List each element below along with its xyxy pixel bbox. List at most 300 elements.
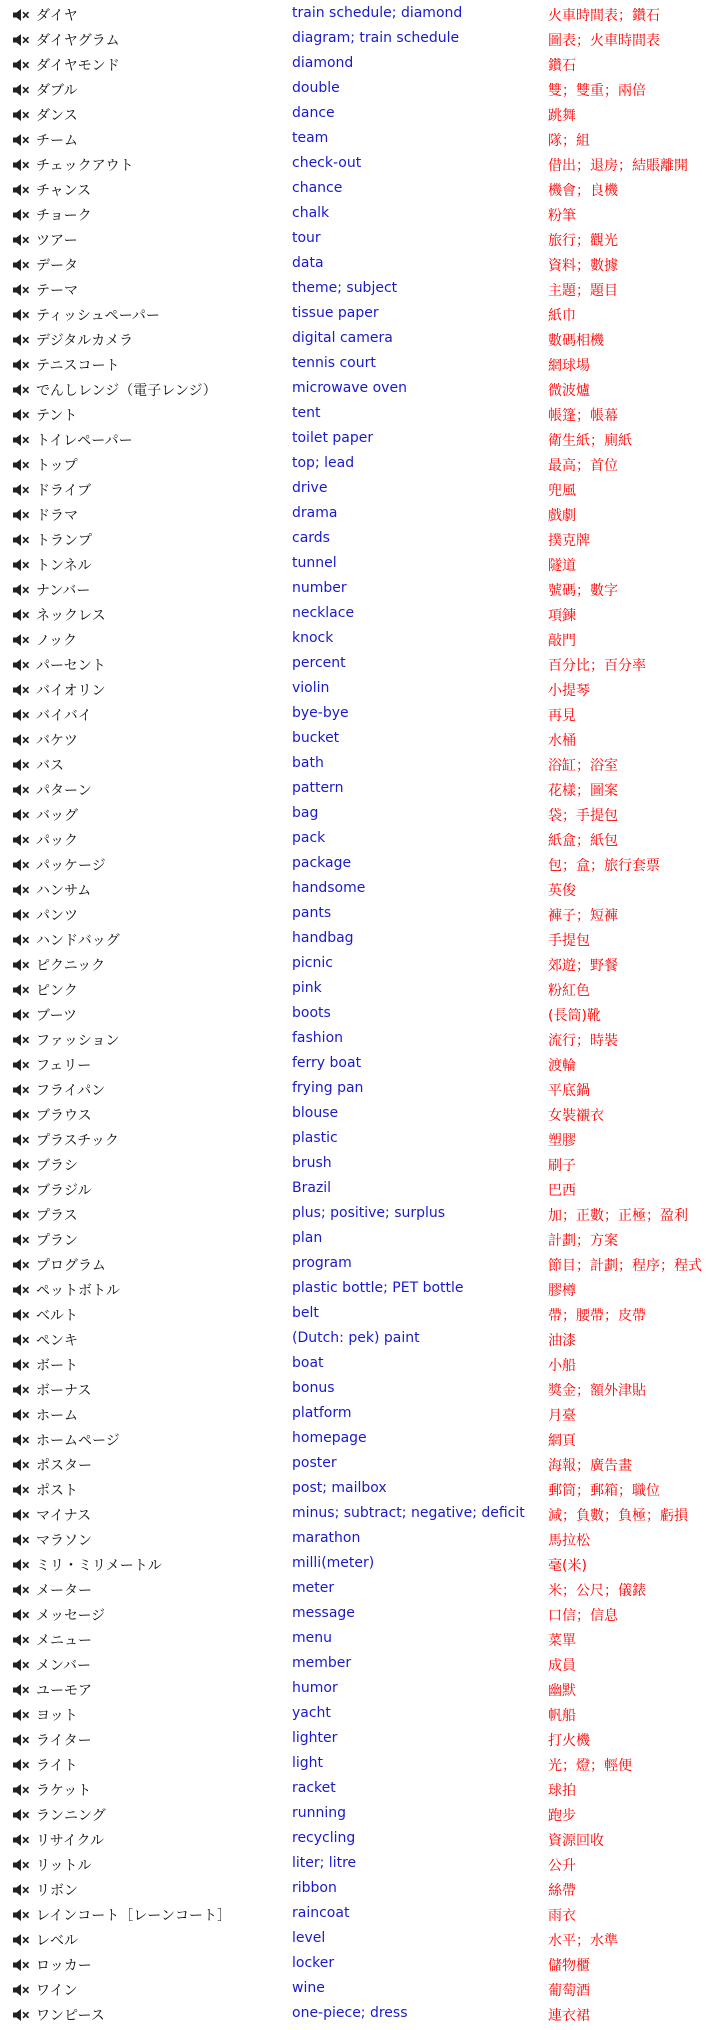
- speaker-icon[interactable]: [12, 1658, 30, 1672]
- english-meaning: number: [292, 580, 347, 596]
- speaker-icon[interactable]: [12, 883, 30, 897]
- vocab-row: [0, 952, 720, 977]
- chinese-meaning: 減；負數；負極；虧損: [548, 1508, 688, 1524]
- english-meaning: program: [292, 1255, 352, 1271]
- english-meaning: belt: [292, 1305, 319, 1321]
- vocab-row: [0, 1852, 720, 1877]
- vocab-row: [0, 1327, 720, 1352]
- vocab-row: [0, 1627, 720, 1652]
- english-meaning: plastic bottle; PET bottle: [292, 1280, 464, 1296]
- japanese-word: ツアー: [36, 233, 78, 249]
- vocab-row: [0, 1427, 720, 1452]
- chinese-meaning: 項鍊: [548, 608, 576, 624]
- vocab-row: [0, 1577, 720, 1602]
- english-meaning: dance: [292, 105, 335, 121]
- english-meaning: racket: [292, 1780, 336, 1796]
- speaker-icon[interactable]: [12, 183, 30, 197]
- speaker-icon[interactable]: [12, 1808, 30, 1822]
- vocab-row: [0, 1377, 720, 1402]
- vocab-row: [0, 1402, 720, 1427]
- speaker-icon[interactable]: [12, 1183, 30, 1197]
- chinese-meaning: 雨衣: [548, 1908, 576, 1924]
- speaker-icon[interactable]: [12, 1033, 30, 1047]
- chinese-meaning: 郵筒；郵箱；職位: [548, 1483, 660, 1499]
- vocab-row: [0, 1902, 720, 1927]
- english-meaning: humor: [292, 1680, 338, 1696]
- speaker-icon[interactable]: [12, 208, 30, 222]
- speaker-icon[interactable]: [12, 1683, 30, 1697]
- chinese-meaning: 火車時間表；鑽石: [548, 8, 660, 24]
- chinese-meaning: 光；燈；輕便: [548, 1758, 632, 1774]
- speaker-icon[interactable]: [12, 958, 30, 972]
- speaker-icon[interactable]: [12, 533, 30, 547]
- japanese-word: ユーモア: [36, 1683, 92, 1699]
- english-meaning: liter; litre: [292, 1855, 357, 1871]
- japanese-word: ハンサム: [36, 883, 92, 899]
- speaker-icon[interactable]: [12, 608, 30, 622]
- japanese-word: メッセージ: [36, 1608, 106, 1624]
- english-meaning: bye-bye: [292, 705, 349, 721]
- vocab-row: [0, 702, 720, 727]
- speaker-icon[interactable]: [12, 1583, 30, 1597]
- vocab-row: [0, 227, 720, 252]
- japanese-word: フライパン: [36, 1083, 106, 1099]
- japanese-word: テーマ: [36, 283, 78, 299]
- chinese-meaning: 資料；數據: [548, 258, 618, 274]
- speaker-icon[interactable]: [12, 733, 30, 747]
- japanese-word: メンバー: [36, 1658, 92, 1674]
- vocab-row: [0, 27, 720, 52]
- speaker-icon[interactable]: [12, 1958, 30, 1972]
- japanese-word: ブーツ: [36, 1008, 78, 1024]
- japanese-word: メーター: [36, 1583, 92, 1599]
- chinese-meaning: 兜風: [548, 483, 576, 499]
- vocab-row: [0, 1777, 720, 1802]
- vocab-row: [0, 152, 720, 177]
- english-meaning: chance: [292, 180, 343, 196]
- chinese-meaning: 旅行；觀光: [548, 233, 618, 249]
- vocab-row: [0, 352, 720, 377]
- speaker-icon[interactable]: [12, 1008, 30, 1022]
- speaker-icon[interactable]: [12, 1358, 30, 1372]
- chinese-meaning: 加；正數；正極；盈利: [548, 1208, 688, 1224]
- speaker-icon[interactable]: [12, 633, 30, 647]
- chinese-meaning: 圖表；火車時間表: [548, 33, 660, 49]
- speaker-icon[interactable]: [12, 908, 30, 922]
- speaker-icon[interactable]: [12, 858, 30, 872]
- chinese-meaning: 借出；退房；結賬離開: [548, 158, 688, 174]
- chinese-meaning: 葡萄酒: [548, 1983, 590, 1999]
- vocab-row: [0, 1277, 720, 1302]
- speaker-icon[interactable]: [12, 833, 30, 847]
- vocab-row: [0, 1802, 720, 1827]
- chinese-meaning: 跑步: [548, 1808, 576, 1824]
- vocab-row: [0, 1227, 720, 1252]
- chinese-meaning: 網球場: [548, 358, 590, 374]
- vocab-row: [0, 1152, 720, 1177]
- japanese-word: マイナス: [36, 1508, 92, 1524]
- chinese-meaning: 撲克牌: [548, 533, 590, 549]
- vocab-row: [0, 1027, 720, 1052]
- japanese-word: ピクニック: [36, 958, 106, 974]
- chinese-meaning: 再見: [548, 708, 576, 724]
- vocab-row: [0, 502, 720, 527]
- japanese-word: トンネル: [36, 558, 92, 574]
- speaker-icon[interactable]: [12, 933, 30, 947]
- vocab-row: [0, 1302, 720, 1327]
- english-meaning: handbag: [292, 930, 354, 946]
- japanese-word: レベル: [36, 1933, 78, 1949]
- chinese-meaning: 網頁: [548, 1433, 576, 1449]
- english-meaning: tunnel: [292, 555, 337, 571]
- english-meaning: pattern: [292, 780, 344, 796]
- chinese-meaning: 毫(米): [548, 1558, 587, 1574]
- speaker-icon[interactable]: [12, 433, 30, 447]
- vocab-row: [0, 1952, 720, 1977]
- chinese-meaning: 機會；良機: [548, 183, 618, 199]
- japanese-word: ナンバー: [36, 583, 91, 599]
- speaker-icon[interactable]: [12, 558, 30, 572]
- vocab-row: [0, 477, 720, 502]
- speaker-icon[interactable]: [12, 1108, 30, 1122]
- vocab-row: [0, 1102, 720, 1127]
- vocab-row: [0, 77, 720, 102]
- chinese-meaning: 隊；組: [548, 133, 590, 149]
- japanese-word: バイオリン: [36, 683, 106, 699]
- english-meaning: violin: [292, 680, 330, 696]
- chinese-meaning: 成員: [548, 1658, 576, 1674]
- speaker-icon[interactable]: [12, 1308, 30, 1322]
- english-meaning: pants: [292, 905, 332, 921]
- english-meaning: message: [292, 1605, 355, 1621]
- vocab-row: [0, 2002, 720, 2027]
- vocab-row: [0, 52, 720, 77]
- chinese-meaning: 馬拉松: [548, 1533, 590, 1549]
- english-meaning: recycling: [292, 1830, 356, 1846]
- speaker-icon[interactable]: [12, 1258, 30, 1272]
- japanese-word: チョーク: [36, 208, 92, 224]
- english-meaning: microwave oven: [292, 380, 407, 396]
- vocab-row: [0, 727, 720, 752]
- japanese-word: ダブル: [36, 83, 78, 99]
- speaker-icon[interactable]: [12, 408, 30, 422]
- speaker-icon[interactable]: [12, 1933, 30, 1947]
- chinese-meaning: 紙盒；紙包: [548, 833, 618, 849]
- english-meaning: level: [292, 1930, 326, 1946]
- speaker-icon[interactable]: [12, 8, 30, 22]
- chinese-meaning: 袋；手提包: [548, 808, 618, 824]
- speaker-icon[interactable]: [12, 1633, 30, 1647]
- speaker-icon[interactable]: [12, 483, 30, 497]
- japanese-word: ライト: [36, 1758, 78, 1774]
- vocab-row: [0, 302, 720, 327]
- english-meaning: theme; subject: [292, 280, 398, 296]
- japanese-word: プラスチック: [36, 1133, 119, 1149]
- vocab-row: [0, 577, 720, 602]
- japanese-word: バス: [36, 758, 64, 774]
- speaker-icon[interactable]: [12, 683, 30, 697]
- english-meaning: drive: [292, 480, 328, 496]
- speaker-icon[interactable]: [12, 983, 30, 997]
- chinese-meaning: 微波爐: [548, 383, 590, 399]
- english-meaning: digital camera: [292, 330, 393, 346]
- chinese-meaning: 米；公尺；儀錶: [548, 1583, 646, 1599]
- speaker-icon[interactable]: [12, 233, 30, 247]
- vocab-row: [0, 802, 720, 827]
- japanese-word: でんしレンジ（電子レンジ）: [36, 383, 217, 399]
- english-meaning: boat: [292, 1355, 324, 1371]
- japanese-word: ダイヤ: [36, 8, 78, 24]
- english-meaning: frying pan: [292, 1080, 364, 1096]
- speaker-icon[interactable]: [12, 1208, 30, 1222]
- japanese-word: ダンス: [36, 108, 78, 124]
- japanese-word: ボーナス: [36, 1383, 92, 1399]
- english-meaning: check-out: [292, 155, 362, 171]
- speaker-icon[interactable]: [12, 383, 30, 397]
- english-meaning: knock: [292, 630, 334, 646]
- chinese-meaning: 節目；計劃；程序；程式: [548, 1258, 702, 1274]
- speaker-icon[interactable]: [12, 1508, 30, 1522]
- speaker-icon[interactable]: [12, 1058, 30, 1072]
- english-meaning: yacht: [292, 1705, 331, 1721]
- english-meaning: top; lead: [292, 455, 355, 471]
- japanese-word: テント: [36, 408, 78, 424]
- english-meaning: member: [292, 1655, 352, 1671]
- vocab-row: [0, 377, 720, 402]
- japanese-word: ランニング: [36, 1808, 106, 1824]
- japanese-word: ベルト: [36, 1308, 78, 1324]
- chinese-meaning: 百分比；百分率: [548, 658, 646, 674]
- speaker-icon[interactable]: [12, 133, 30, 147]
- chinese-meaning: 戲劇: [548, 508, 576, 524]
- english-meaning: (Dutch: pek) paint: [292, 1330, 420, 1346]
- speaker-icon[interactable]: [12, 708, 30, 722]
- speaker-icon[interactable]: [12, 1458, 30, 1472]
- japanese-word: ポスター: [36, 1458, 92, 1474]
- chinese-meaning: 幽默: [548, 1683, 576, 1699]
- japanese-word: ダイヤモンド: [36, 58, 120, 74]
- speaker-icon[interactable]: [12, 283, 30, 297]
- speaker-icon[interactable]: [12, 1433, 30, 1447]
- vocab-row: [0, 2, 720, 27]
- japanese-word: プラス: [36, 1208, 78, 1224]
- japanese-word: フェリー: [36, 1058, 92, 1074]
- speaker-icon[interactable]: [12, 1833, 30, 1847]
- english-meaning: double: [292, 80, 340, 96]
- english-meaning: diamond: [292, 55, 354, 71]
- speaker-icon[interactable]: [12, 108, 30, 122]
- chinese-meaning: 花樣；圖案: [548, 783, 618, 799]
- speaker-icon[interactable]: [12, 1708, 30, 1722]
- chinese-meaning: 水平；水準: [548, 1933, 618, 1949]
- chinese-meaning: 球拍: [548, 1783, 576, 1799]
- japanese-word: パーセント: [36, 658, 106, 674]
- speaker-icon[interactable]: [12, 508, 30, 522]
- chinese-meaning: 號碼；數字: [548, 583, 618, 599]
- speaker-icon[interactable]: [12, 1608, 30, 1622]
- english-meaning: train schedule; diamond: [292, 5, 463, 21]
- speaker-icon[interactable]: [12, 1733, 30, 1747]
- chinese-meaning: 女裝襯衣: [548, 1108, 604, 1124]
- vocab-row: [0, 1002, 720, 1027]
- speaker-icon[interactable]: [12, 158, 30, 172]
- vocab-row: [0, 1477, 720, 1502]
- japanese-word: ミリ・ミリメートル: [36, 1558, 162, 1574]
- speaker-icon[interactable]: [12, 1558, 30, 1572]
- chinese-meaning: 敲門: [548, 633, 576, 649]
- vocab-row: [0, 1252, 720, 1277]
- english-meaning: Brazil: [292, 1180, 332, 1196]
- japanese-word: パッケージ: [36, 858, 106, 874]
- english-meaning: picnic: [292, 955, 333, 971]
- chinese-meaning: 計劃；方案: [548, 1233, 618, 1249]
- english-meaning: handsome: [292, 880, 366, 896]
- japanese-word: デジタルカメラ: [36, 333, 134, 349]
- speaker-icon[interactable]: [12, 1758, 30, 1772]
- speaker-icon[interactable]: [12, 1283, 30, 1297]
- speaker-icon[interactable]: [12, 333, 30, 347]
- chinese-meaning: 雙；雙重；兩倍: [548, 83, 646, 99]
- speaker-icon[interactable]: [12, 2008, 30, 2022]
- speaker-icon[interactable]: [12, 583, 30, 597]
- speaker-icon[interactable]: [12, 1783, 30, 1797]
- chinese-meaning: 褲子；短褲: [548, 908, 618, 924]
- vocab-row: [0, 1552, 720, 1577]
- speaker-icon[interactable]: [12, 658, 30, 672]
- japanese-word: リボン: [36, 1883, 78, 1899]
- english-meaning: minus; subtract; negative; deficit: [292, 1505, 525, 1521]
- vocab-row: [0, 852, 720, 877]
- japanese-word: ペットボトル: [36, 1283, 120, 1299]
- speaker-icon[interactable]: [12, 808, 30, 822]
- english-meaning: poster: [292, 1455, 337, 1471]
- speaker-icon[interactable]: [12, 258, 30, 272]
- vocab-row: [0, 1877, 720, 1902]
- chinese-meaning: 小船: [548, 1358, 576, 1374]
- japanese-word: ノック: [36, 633, 78, 649]
- speaker-icon[interactable]: [12, 758, 30, 772]
- speaker-icon[interactable]: [12, 33, 30, 47]
- japanese-word: メニュー: [36, 1633, 92, 1649]
- vocab-row: [0, 1702, 720, 1727]
- chinese-meaning: 平底鍋: [548, 1083, 590, 1099]
- speaker-icon[interactable]: [12, 1133, 30, 1147]
- vocab-row: [0, 1927, 720, 1952]
- vocab-row: [0, 1452, 720, 1477]
- chinese-meaning: 小提琴: [548, 683, 590, 699]
- vocab-row: [0, 752, 720, 777]
- speaker-icon[interactable]: [12, 58, 30, 72]
- japanese-word: ネックレス: [36, 608, 106, 624]
- speaker-icon[interactable]: [12, 1858, 30, 1872]
- chinese-meaning: 帳篷；帳幕: [548, 408, 618, 424]
- speaker-icon[interactable]: [12, 83, 30, 97]
- english-meaning: brush: [292, 1155, 332, 1171]
- speaker-icon[interactable]: [12, 1333, 30, 1347]
- japanese-word: バイバイ: [36, 708, 92, 724]
- english-meaning: pink: [292, 980, 322, 996]
- english-meaning: lighter: [292, 1730, 338, 1746]
- speaker-icon[interactable]: [12, 1983, 30, 1997]
- chinese-meaning: 塑膠: [548, 1133, 576, 1149]
- chinese-meaning: 渡輪: [548, 1058, 576, 1074]
- japanese-word: ティッシュペーパー: [36, 308, 160, 324]
- japanese-word: トランプ: [36, 533, 92, 549]
- english-meaning: necklace: [292, 605, 355, 621]
- chinese-meaning: 水桶: [548, 733, 576, 749]
- chinese-meaning: 油漆: [548, 1333, 576, 1349]
- english-meaning: locker: [292, 1955, 335, 1971]
- vocab-row: [0, 627, 720, 652]
- japanese-word: ブラシ: [36, 1158, 78, 1174]
- speaker-icon[interactable]: [12, 1233, 30, 1247]
- english-meaning: homepage: [292, 1430, 367, 1446]
- english-meaning: raincoat: [292, 1905, 350, 1921]
- speaker-icon[interactable]: [12, 1483, 30, 1497]
- vocab-row: [0, 202, 720, 227]
- english-meaning: menu: [292, 1630, 332, 1646]
- chinese-meaning: 月臺: [548, 1408, 576, 1424]
- speaker-icon[interactable]: [12, 458, 30, 472]
- japanese-word: ペンキ: [36, 1333, 78, 1349]
- chinese-meaning: 鑽石: [548, 58, 576, 74]
- japanese-word: パック: [36, 833, 78, 849]
- english-meaning: running: [292, 1805, 347, 1821]
- chinese-meaning: (長筒)靴: [548, 1008, 601, 1024]
- speaker-icon[interactable]: [12, 1883, 30, 1897]
- japanese-word: チェックアウト: [36, 158, 134, 174]
- vocab-row: [0, 1977, 720, 2002]
- english-meaning: ferry boat: [292, 1055, 362, 1071]
- speaker-icon[interactable]: [12, 1383, 30, 1397]
- chinese-meaning: 英俊: [548, 883, 576, 899]
- chinese-meaning: 包；盒；旅行套票: [548, 858, 660, 874]
- japanese-word: ワイン: [36, 1983, 78, 1999]
- english-meaning: pack: [292, 830, 326, 846]
- english-meaning: plus; positive; surplus: [292, 1205, 446, 1221]
- english-meaning: team: [292, 130, 329, 146]
- japanese-word: ヨット: [36, 1708, 78, 1724]
- japanese-word: ピンク: [36, 983, 78, 999]
- japanese-word: リットル: [36, 1858, 92, 1874]
- english-meaning: blouse: [292, 1105, 339, 1121]
- vocab-row: [0, 127, 720, 152]
- speaker-icon[interactable]: [12, 1533, 30, 1547]
- vocab-row: [0, 277, 720, 302]
- japanese-word: レインコート［レーンコート］: [36, 1908, 232, 1924]
- vocab-row: [0, 827, 720, 852]
- speaker-icon[interactable]: [12, 1908, 30, 1922]
- speaker-icon[interactable]: [12, 783, 30, 797]
- speaker-icon[interactable]: [12, 358, 30, 372]
- speaker-icon[interactable]: [12, 1158, 30, 1172]
- speaker-icon[interactable]: [12, 1083, 30, 1097]
- japanese-word: ライター: [36, 1733, 92, 1749]
- japanese-word: ドライブ: [36, 483, 92, 499]
- japanese-word: データ: [36, 258, 78, 274]
- speaker-icon[interactable]: [12, 1408, 30, 1422]
- vocab-row: [0, 602, 720, 627]
- english-meaning: ribbon: [292, 1880, 337, 1896]
- vocab-row: [0, 927, 720, 952]
- japanese-word: ロッカー: [36, 1958, 92, 1974]
- vocab-row: [0, 1127, 720, 1152]
- japanese-word: ファッション: [36, 1033, 120, 1049]
- english-meaning: milli(meter): [292, 1555, 375, 1571]
- speaker-icon[interactable]: [12, 308, 30, 322]
- japanese-word: ホームページ: [36, 1433, 120, 1449]
- chinese-meaning: 粉紅色: [548, 983, 590, 999]
